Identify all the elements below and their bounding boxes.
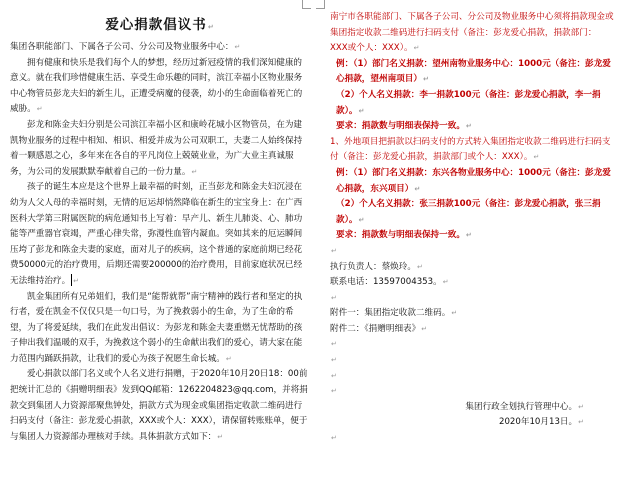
paragraph-4: 凯金集团所有兄弟姐们，我们是“能帮就帮”南宁精神的践行者和坚定的执行者，爱在凯金不仅仅只是一句口号，为了挽救弱小的生命，为了生命的希望，为了将爱延续，我们在此发出倡议：为彭龙和陈金夫妻重燃无忧帮助的孩子伸出我们温暖的双手，为挽救这个弱小的生命献出我们的爱心，请大家在能力范围内踊跃捐款，让我们的爱心为孩子祝愿生命长城。↵ xyxy=(10,291,303,364)
signature-date: 2020年10月13日。↵ xyxy=(499,417,584,428)
page-right-text[interactable] xyxy=(330,10,614,447)
requirement-local: 要求：捐款数与明细表保持一致。↵ xyxy=(336,121,472,132)
contact-phone: 联系电话：13597004353。↵ xyxy=(330,277,449,288)
empty-line: ↵ xyxy=(331,356,337,365)
paragraph-3: 孩子的诞生本应是这个世界上最幸福的时刻，正当彭龙和陈金夫妇沉浸在幼为人父人母的幸福时刻，无情的厄运却悄然降临在新生的宝宝身上：在广西医科大学第三附属医院的病危通知书上写着：早产儿、新生儿肺炎、心、肺功能等严重器官衰竭，严重心律失常，弥漫性血管内凝血。突如其来的厄运瞬间压垮了彭龙和陈金夫妻的家庭，面对儿子的疾病，这个普通的家庭前期已经花费50000元的治疗费用，后期还需要200000的治疗费用，目前家庭状况已经无法维持治疗。 ↵ xyxy=(10,182,303,286)
empty-line: ↵ xyxy=(331,371,337,380)
signature-organization: 集团行政全划执行管理中心。↵ xyxy=(465,401,584,412)
example-person-remote: （2）个人名义捐款：张三捐款100元（备注：彭龙爱心捐款，张三捐款）。↵ xyxy=(336,199,601,225)
document-title: 爱心捐款倡议书↵ xyxy=(105,17,215,33)
example-dept-remote: 例：（1）部门名义捐款：东兴各物业服务中心：1000元（备注：彭龙爱心捐款，东兴项目）↵ xyxy=(336,167,611,194)
empty-line: ↵ xyxy=(331,246,337,255)
margin-corner-mark xyxy=(316,0,325,9)
attachment-1: 附件一：集团指定收款二维码。↵ xyxy=(330,308,458,319)
empty-line: ↵ xyxy=(331,293,337,302)
margin-corner-mark xyxy=(302,0,311,9)
empty-line: ↵ xyxy=(331,340,337,349)
instruction-remote: 1、外地项目把捐款以扫码支付的方式转入集团指定收款二维码进行扫码支付（备注：彭龙爱心捐款，捐款部门或个人：XXX）。↵ xyxy=(330,136,611,163)
empty-line: ↵ xyxy=(331,387,337,396)
instruction-local: 南宁市各职能部门、下属各子公司、分公司及物业服务中心须将捐款现金或集团指定收款二维码进行扫码支付（备注：彭龙爱心捐款，捐款部门：XXX或个人：XXX）。↵ xyxy=(330,12,614,54)
example-person-local: （2）个人名义捐款：李一捐款100元（备注：彭龙爱心捐款，李一捐款）。↵ xyxy=(336,89,601,116)
attachment-2: 附件二：《捐赠明细表》↵ xyxy=(330,323,428,334)
contact-person: 执行负责人：蔡焕玲。↵ xyxy=(330,261,423,272)
requirement-remote: 要求：捐款数与明细表保持一致。↵ xyxy=(336,230,472,241)
page-right xyxy=(316,0,623,500)
paragraph-5: 爱心捐款以部门名义或个人名义进行捐赠，于2020年10月20日18：00前把统计汇总的《捐赠明细表》发到QQ邮箱：1262204823@qq.com，并将捐款交到集团人力资源部聚焦钟处，捐款方式为现金或集团指定收款二维码进行扫码支付（备注：彭龙爱心捐款，XXX或个人：XXX），请保留转账账单，便于与集团人力资源部办理核对手续。具体捐款方式如下：↵ xyxy=(10,369,308,442)
salutation: 集团各职能部门、下属各子公司、分公司及物业服务中心：↵ xyxy=(10,42,241,52)
example-dept-local: 例：（1）部门名义捐款：望州南物业服务中心：1000元（备注：彭龙爱心捐款，望州南项目）↵ xyxy=(336,58,611,85)
paragraph-1: 拥有健康和快乐是我们每个人的梦想，经历过新冠疫情的我们深知健康的意义。就在我们珍惜健康生活、享受生命乐趣的同时，滨江幸福小区物业服务中心物管员彭龙夫妇的新生儿，正遭受病魔的侵袭，幼小的生命面临着死亡的威胁。↵ xyxy=(10,57,303,115)
page-left-text[interactable] xyxy=(10,14,310,445)
empty-line: ↵ xyxy=(331,434,337,443)
paragraph-2: 彭龙和陈金夫妇分别是公司滨江幸福小区和康岭花城小区物管员，在为建凯物业服务的过程中相知、相识、相爱并成为公司双职工，夫妻二人始终保持着一颗感恩之心，多年来在各自的平凡岗位上兢兢业业，为广大业主真诚服务，为公司的发展默默奉献着自己的一份力量。↵ xyxy=(10,119,303,177)
